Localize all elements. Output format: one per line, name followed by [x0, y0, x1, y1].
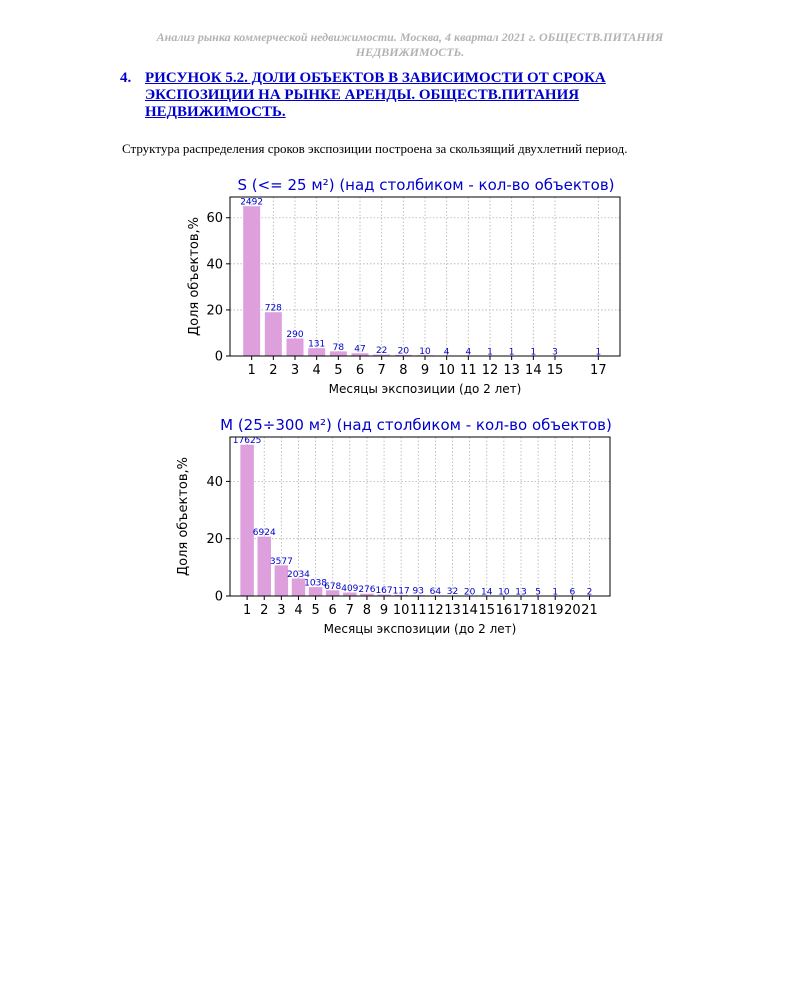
chart-2-bar-label: 1038 — [304, 578, 328, 589]
chart-1-bar-label: 1 — [595, 347, 602, 358]
chart-2-bar — [240, 445, 254, 596]
chart-2-bar-label: 3577 — [269, 556, 293, 567]
chart-2-bar-label: 678 — [324, 581, 342, 592]
chart-1-x-tick-label: 6 — [355, 363, 365, 378]
chart-1-y-axis-label: Доля объектов,% — [187, 216, 202, 337]
chart-1-bar-label: 78 — [332, 342, 345, 353]
chart-2-bar-label: 117 — [392, 586, 410, 597]
chart-2-x-tick-label: 10 — [392, 603, 410, 618]
chart-2-bar-label: 2 — [586, 587, 593, 598]
header-line-1: Анализ рынка коммерческой недвижимости. Москва, 4 квартал 2021 г. ОБЩЕСТВ.ПИТАНИЯ — [156, 30, 664, 44]
chart-1-bar-label: 290 — [286, 329, 304, 340]
chart-1-x-tick-label: 14 — [525, 363, 542, 378]
intro-paragraph: Структура распределения сроков экспозиции построена за скользящий двухлетний период. — [122, 141, 628, 156]
chart-1-x-tick-label: 3 — [290, 363, 300, 378]
chart-1-x-tick-label: 5 — [334, 363, 343, 378]
chart-2-x-tick-label: 20 — [564, 603, 581, 618]
chart-1-x-tick-label: 17 — [590, 363, 607, 378]
chart-1-bar-label: 4 — [465, 347, 472, 358]
chart-2-bar-label: 276 — [358, 585, 376, 596]
chart-1-bar-label: 1 — [508, 347, 515, 358]
chart-2-x-tick-label: 9 — [379, 603, 389, 618]
chart-2-bar-label: 1 — [552, 587, 559, 598]
chart-2-bar-label: 2034 — [287, 570, 310, 581]
chart-1-bar — [265, 312, 282, 356]
chart-1-bar-label: 20 — [397, 346, 410, 357]
chart-2-bar-label: 20 — [463, 587, 476, 598]
chart-1-x-tick-label: 12 — [481, 363, 499, 378]
chart-1-bar-label: 10 — [419, 346, 431, 357]
chart-1-x-tick-label: 13 — [503, 363, 520, 378]
chart-1-x-tick-label: 7 — [377, 363, 386, 378]
chart-2-x-tick-label: 16 — [495, 603, 513, 618]
chart-1-y-tick-label: 20 — [206, 303, 223, 319]
chart-1-x-tick-label: 2 — [269, 363, 278, 378]
chart-1-x-axis-label: Месяцы экспозиции (до 2 лет) — [328, 382, 522, 396]
chart-1-bar-label: 1 — [530, 347, 537, 358]
chart-2-bar-label: 10 — [498, 587, 510, 598]
chart-2-x-tick-label: 17 — [512, 603, 530, 618]
chart-1-bar — [287, 338, 304, 356]
chart-1-y-tick-label: 60 — [206, 211, 223, 227]
chart-1-x-tick-label: 8 — [399, 363, 408, 378]
heading-number: 4. — [120, 70, 132, 86]
chart-1-x-tick-label: 11 — [460, 363, 477, 378]
chart-1-bar-label: 2492 — [240, 197, 264, 208]
chart-1-bar-label: 4 — [443, 347, 450, 358]
chart-2-y-tick-label: 0 — [214, 589, 223, 605]
chart-2-y-tick-label: 20 — [206, 532, 223, 548]
chart-2-x-tick-label: 19 — [546, 603, 564, 618]
chart-2-bar-label: 13 — [515, 587, 527, 598]
chart-2-x-tick-label: 13 — [444, 603, 461, 618]
chart-1-bar-label: 1 — [487, 347, 493, 358]
chart-2-x-tick-label: 8 — [362, 603, 372, 618]
chart-1-bar — [243, 206, 260, 356]
chart-1-y-tick-label: 0 — [214, 349, 223, 365]
chart-2-bar-label: 93 — [412, 586, 425, 597]
chart-2-title: M (25÷300 м²) (над столбиком - кол-во объектов) — [220, 416, 612, 434]
chart-1-y-tick-label: 40 — [206, 257, 223, 273]
chart-2-y-tick-label: 40 — [206, 474, 223, 490]
chart-1-title: S (<= 25 м²) (над столбиком - кол-во объектов) — [237, 176, 615, 194]
chart-2-x-tick-label: 2 — [260, 603, 269, 618]
chart-1-x-tick-label: 4 — [312, 363, 321, 378]
chart-2-x-tick-label: 15 — [478, 603, 496, 618]
chart-2-x-tick-label: 21 — [581, 603, 598, 618]
chart-2-bar-label: 17625 — [232, 436, 262, 447]
chart-1-x-tick-label: 10 — [438, 363, 455, 378]
chart-1-x-tick-label: 9 — [420, 363, 430, 378]
chart-1-bar-label: 22 — [375, 346, 388, 357]
header-line-2: НЕДВИЖИМОСТЬ. — [355, 45, 465, 59]
chart-2-bar-label: 14 — [481, 587, 493, 598]
chart-2-bar-label: 167 — [375, 586, 393, 597]
chart-2-x-tick-label: 7 — [345, 603, 354, 618]
chart-2-x-tick-label: 3 — [277, 603, 286, 618]
chart-1-x-tick-label: 15 — [546, 363, 564, 378]
chart-2-x-tick-label: 6 — [328, 603, 337, 618]
chart-2-bar-label: 6 — [569, 587, 576, 598]
chart-2-x-tick-label: 5 — [311, 603, 320, 618]
chart-2-x-tick-label: 18 — [529, 603, 547, 618]
chart-1-x-tick-label: 1 — [247, 363, 256, 378]
chart-2-x-axis-label: Месяцы экспозиции (до 2 лет) — [323, 622, 517, 636]
chart-2-x-tick-label: 11 — [410, 603, 427, 618]
chart-2-y-axis-label: Доля объектов,% — [176, 456, 191, 577]
chart-2-bar-label: 64 — [429, 586, 442, 597]
chart-1-bar-label: 131 — [308, 339, 326, 350]
heading-text: РИСУНОК 5.2. ДОЛИ ОБЪЕКТОВ В ЗАВИСИМОСТИ ОТ СРОКА ЭКСПОЗИЦИИ НА РЫНКЕ АРЕНДЫ. ОБЩЕСТВ.ПИТАНИЯ НЕДВИЖИМОСТЬ. — [145, 70, 606, 120]
chart-2-x-tick-label: 14 — [461, 603, 478, 618]
chart-2-bar-label: 5 — [535, 587, 541, 598]
chart-1-bar-label: 3 — [552, 347, 558, 358]
chart-1-bar-label: 47 — [354, 344, 366, 355]
chart-1-bar-label: 728 — [264, 303, 282, 314]
chart-2-bar-label: 409 — [341, 584, 359, 595]
chart-2-bar-label: 32 — [446, 587, 459, 598]
chart-2-x-tick-label: 4 — [294, 603, 303, 618]
chart-2-x-tick-label: 1 — [242, 603, 252, 618]
chart-2-x-tick-label: 12 — [427, 603, 444, 618]
chart-2-bar-label: 6924 — [252, 528, 276, 539]
